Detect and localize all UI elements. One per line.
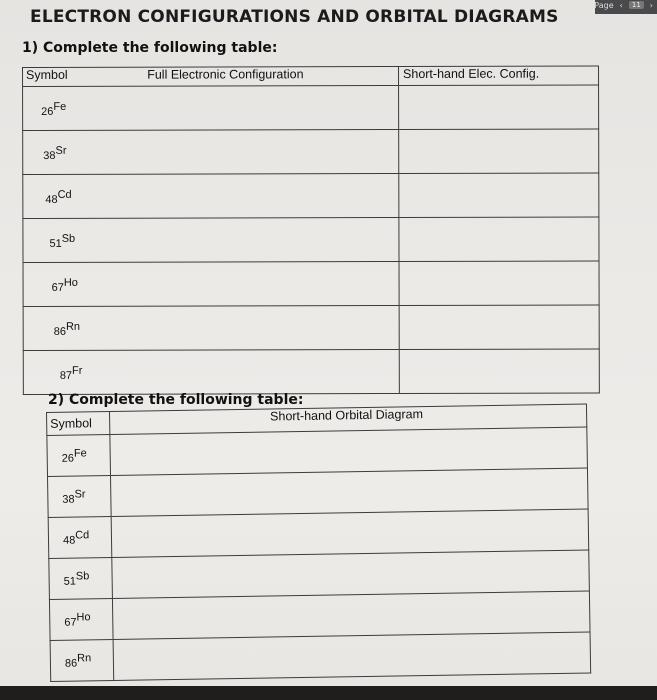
atomic-number: 51 — [49, 237, 62, 250]
next-page-icon[interactable]: › — [649, 0, 653, 10]
desk-edge — [0, 686, 657, 700]
symbol-cell — [50, 639, 114, 681]
short-config-answer-cell[interactable] — [399, 261, 599, 306]
atomic-number: 38 — [62, 493, 75, 506]
short-config-answer-cell[interactable] — [399, 349, 599, 394]
atomic-number: 26 — [61, 452, 75, 465]
atomic-number: 48 — [45, 193, 58, 206]
atomic-number: 86 — [64, 657, 78, 670]
atomic-number: 86 — [53, 325, 66, 338]
page-nav — [594, 0, 653, 10]
element-symbol-text: Ho — [63, 276, 78, 289]
question-2-heading: 2) Complete the following table: — [48, 392, 304, 408]
element-symbol-text: Rn — [77, 652, 92, 665]
element-symbol — [24, 262, 399, 294]
element-symbol — [49, 558, 111, 588]
element-symbol-text: Ho — [76, 611, 91, 624]
element-symbol — [23, 218, 398, 250]
atomic-number: 51 — [63, 575, 77, 588]
short-config-answer-cell[interactable] — [399, 85, 599, 130]
table-row — [23, 129, 599, 175]
header-full-config: Full Electronic Configuration — [147, 67, 304, 82]
element-symbol — [47, 435, 109, 465]
atomic-number: 48 — [62, 534, 76, 547]
header-symbol-label: Symbol — [26, 67, 68, 82]
atomic-number: 67 — [64, 616, 77, 629]
element-symbol-text: Sr — [55, 144, 67, 157]
page-number: 11 — [629, 1, 644, 9]
table-row — [23, 85, 599, 131]
symbol-cell — [47, 434, 111, 476]
orbital-diagram-answer-cell[interactable] — [113, 632, 591, 680]
header-orbital-diagram: Short-hand Orbital Diagram — [110, 404, 587, 434]
element-symbol-text: Rn — [65, 320, 81, 333]
table-row — [23, 217, 599, 263]
symbol-cell — [23, 130, 399, 175]
page-title: ELECTRON CONFIGURATIONS AND ORBITAL DIAGRAMS — [30, 7, 559, 27]
symbol-cell — [23, 306, 399, 351]
element-symbol — [24, 306, 399, 338]
atomic-number: 87 — [59, 369, 73, 382]
element-symbol — [48, 476, 110, 506]
header-short-config: Short-hand Elec. Config. — [399, 66, 599, 86]
element-symbol-text: Sb — [61, 232, 76, 245]
symbol-cell — [49, 557, 113, 599]
prev-page-icon[interactable]: ‹ — [619, 0, 623, 10]
element-symbol-text: Fe — [53, 100, 67, 113]
atomic-number: 26 — [41, 105, 54, 118]
element-symbol-text: Fr — [72, 364, 83, 377]
atomic-number: 67 — [51, 281, 64, 294]
header-symbol — [23, 67, 399, 87]
table-row — [23, 305, 599, 351]
symbol-cell — [23, 174, 399, 219]
element-symbol-text: Sr — [74, 488, 86, 501]
element-symbol-text: Cd — [57, 188, 72, 201]
header-symbol-2: Symbol — [47, 412, 110, 436]
element-symbol — [24, 350, 399, 382]
short-config-answer-cell[interactable] — [399, 173, 599, 218]
element-symbol-text: Sb — [75, 570, 90, 583]
short-config-answer-cell[interactable] — [399, 129, 599, 174]
short-config-answer-cell[interactable] — [399, 305, 599, 350]
element-symbol-text: Fe — [73, 447, 87, 460]
symbol-cell — [23, 262, 399, 307]
element-symbol — [50, 599, 112, 629]
symbol-cell — [23, 350, 399, 395]
question-1-heading: 1) Complete the following table: — [22, 40, 278, 56]
atomic-number: 38 — [43, 149, 56, 162]
symbol-cell — [49, 598, 113, 640]
element-symbol — [23, 86, 398, 118]
table-row — [23, 261, 599, 307]
table-row — [23, 173, 599, 219]
symbol-cell — [23, 218, 399, 263]
table-row — [50, 632, 591, 681]
element-symbol — [51, 640, 113, 670]
electron-config-table — [22, 65, 600, 395]
page-label: Page — [594, 0, 614, 10]
symbol-cell — [23, 86, 399, 131]
element-symbol — [23, 174, 398, 206]
symbol-cell — [48, 475, 112, 517]
orbital-diagram-table — [46, 404, 591, 682]
table-row — [23, 349, 599, 395]
element-symbol — [49, 517, 111, 547]
element-symbol-text: Cd — [75, 529, 90, 542]
short-config-answer-cell[interactable] — [399, 217, 599, 262]
element-symbol — [23, 130, 398, 162]
symbol-cell — [48, 516, 112, 558]
